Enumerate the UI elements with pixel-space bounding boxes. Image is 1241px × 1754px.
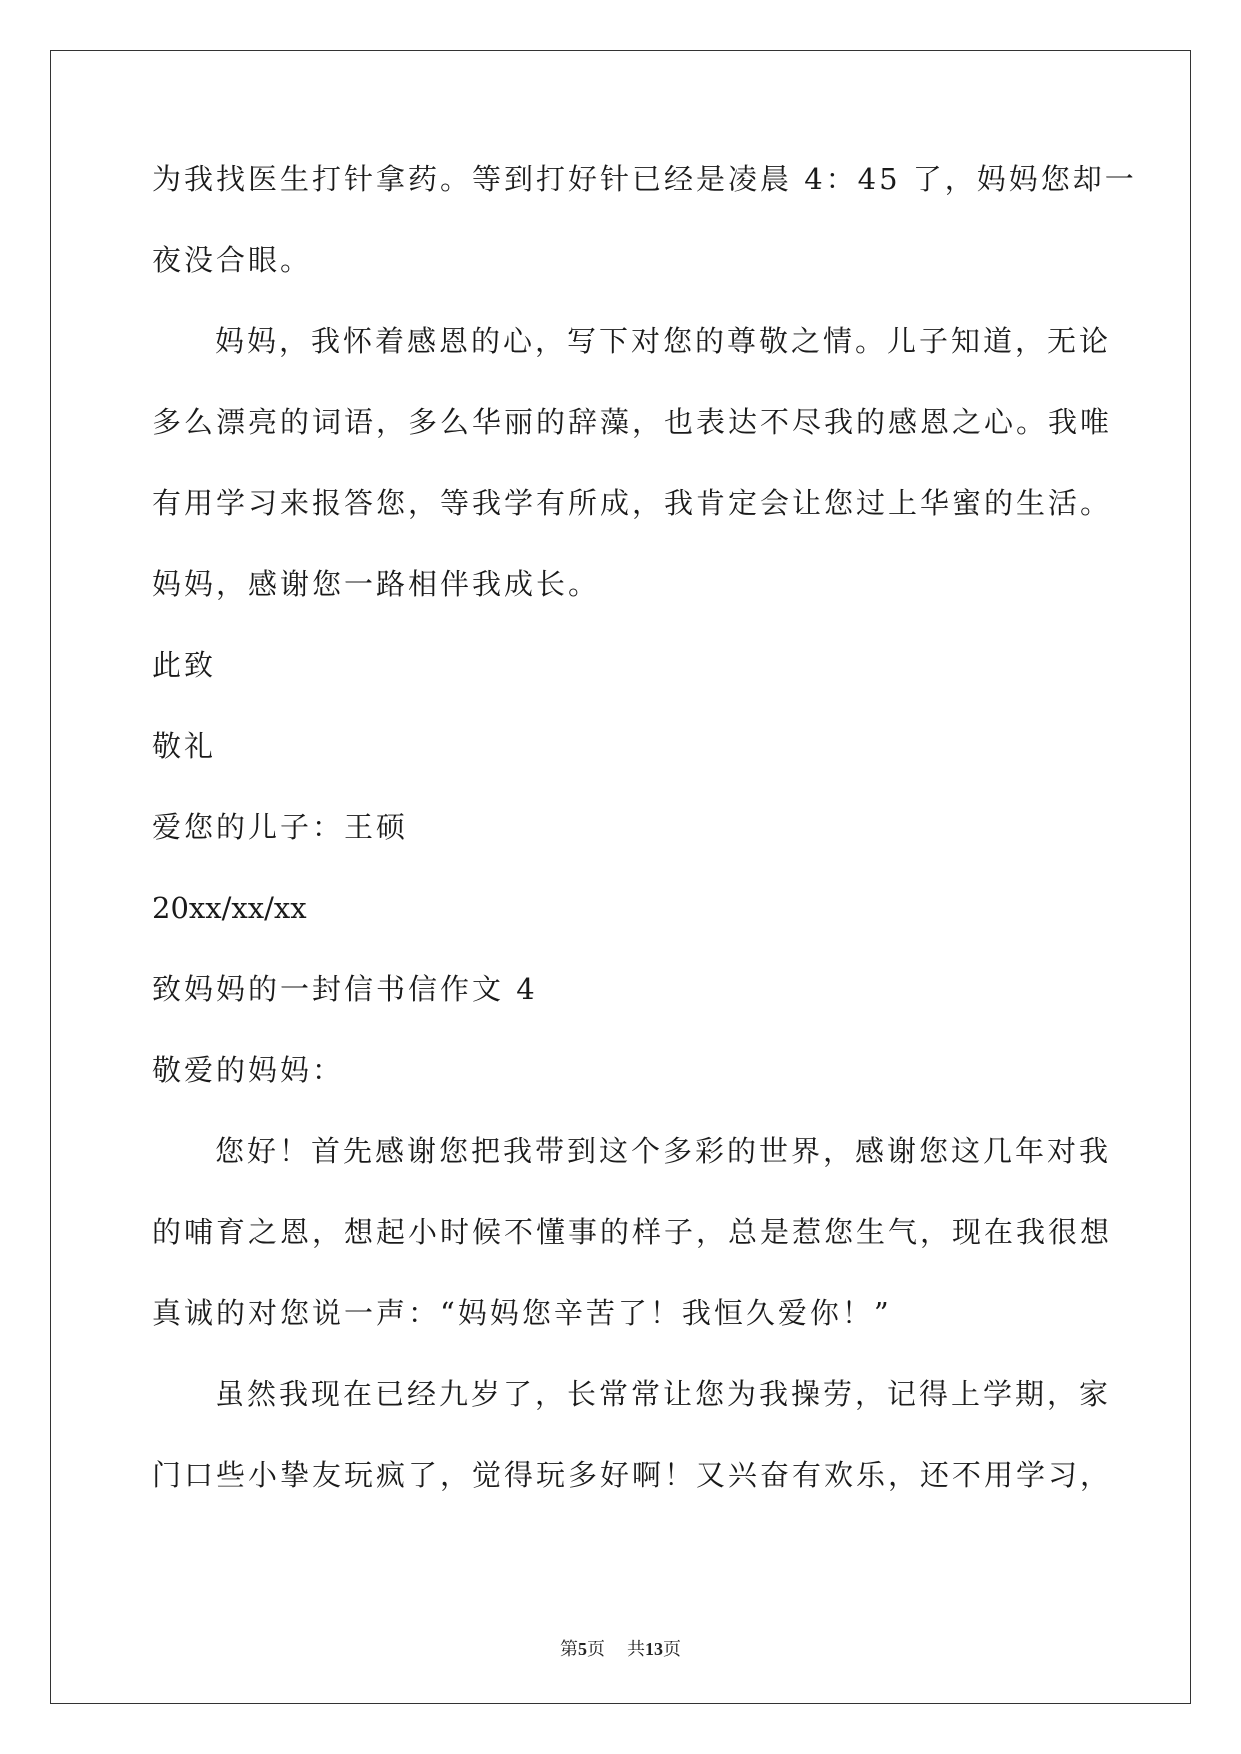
signature-line: 爱您的儿子：王硕 <box>152 810 409 844</box>
date-line: 20xx/xx/xx <box>152 891 307 925</box>
closing-salutation: 此致 <box>152 648 217 682</box>
greeting-line: 敬爱的妈妈： <box>152 1053 345 1087</box>
text-line: 为我找医生打针拿药。等到打好针已经是凌晨 4：45 了，妈妈您却一 <box>152 162 1137 196</box>
paragraph-start-line: 妈妈，我怀着感恩的心，写下对您的尊敬之情。儿子知道，无论 <box>215 324 1112 358</box>
paragraph-start-line: 您好！首先感谢您把我带到这个多彩的世界，感谢您这几年对我 <box>215 1134 1112 1168</box>
text-line: 的哺育之恩，想起小时候不懂事的样子，总是惹您生气，现在我很想 <box>152 1215 1113 1249</box>
total-prefix: 共 <box>627 1639 645 1660</box>
page-suffix: 页 <box>587 1639 605 1660</box>
text-line: 夜没合眼。 <box>152 243 313 277</box>
closing-regards: 敬礼 <box>152 729 217 763</box>
total-suffix: 页 <box>663 1639 681 1660</box>
page-prefix: 第 <box>560 1639 578 1660</box>
page-footer <box>0 1640 1241 1659</box>
page-number: 5 <box>578 1639 587 1659</box>
text-line: 妈妈，感谢您一路相伴我成长。 <box>152 567 601 601</box>
text-line: 有用学习来报答您，等我学有所成，我肯定会让您过上华蜜的生活。 <box>152 486 1113 520</box>
document-body <box>152 162 1137 1542</box>
paragraph-start-line: 虽然我现在已经九岁了，长常常让您为我操劳，记得上学期，家 <box>215 1377 1112 1411</box>
text-line: 多么漂亮的词语，多么华丽的辞藻，也表达不尽我的感恩之心。我唯 <box>152 405 1113 439</box>
text-line: 真诚的对您说一声：“妈妈您辛苦了！我恒久爱你！” <box>152 1296 892 1330</box>
total-pages: 13 <box>645 1639 663 1659</box>
section-title: 致妈妈的一封信书信作文 4 <box>152 972 538 1006</box>
text-line: 门口些小挚友玩疯了，觉得玩多好啊！又兴奋有欢乐，还不用学习， <box>152 1458 1113 1492</box>
